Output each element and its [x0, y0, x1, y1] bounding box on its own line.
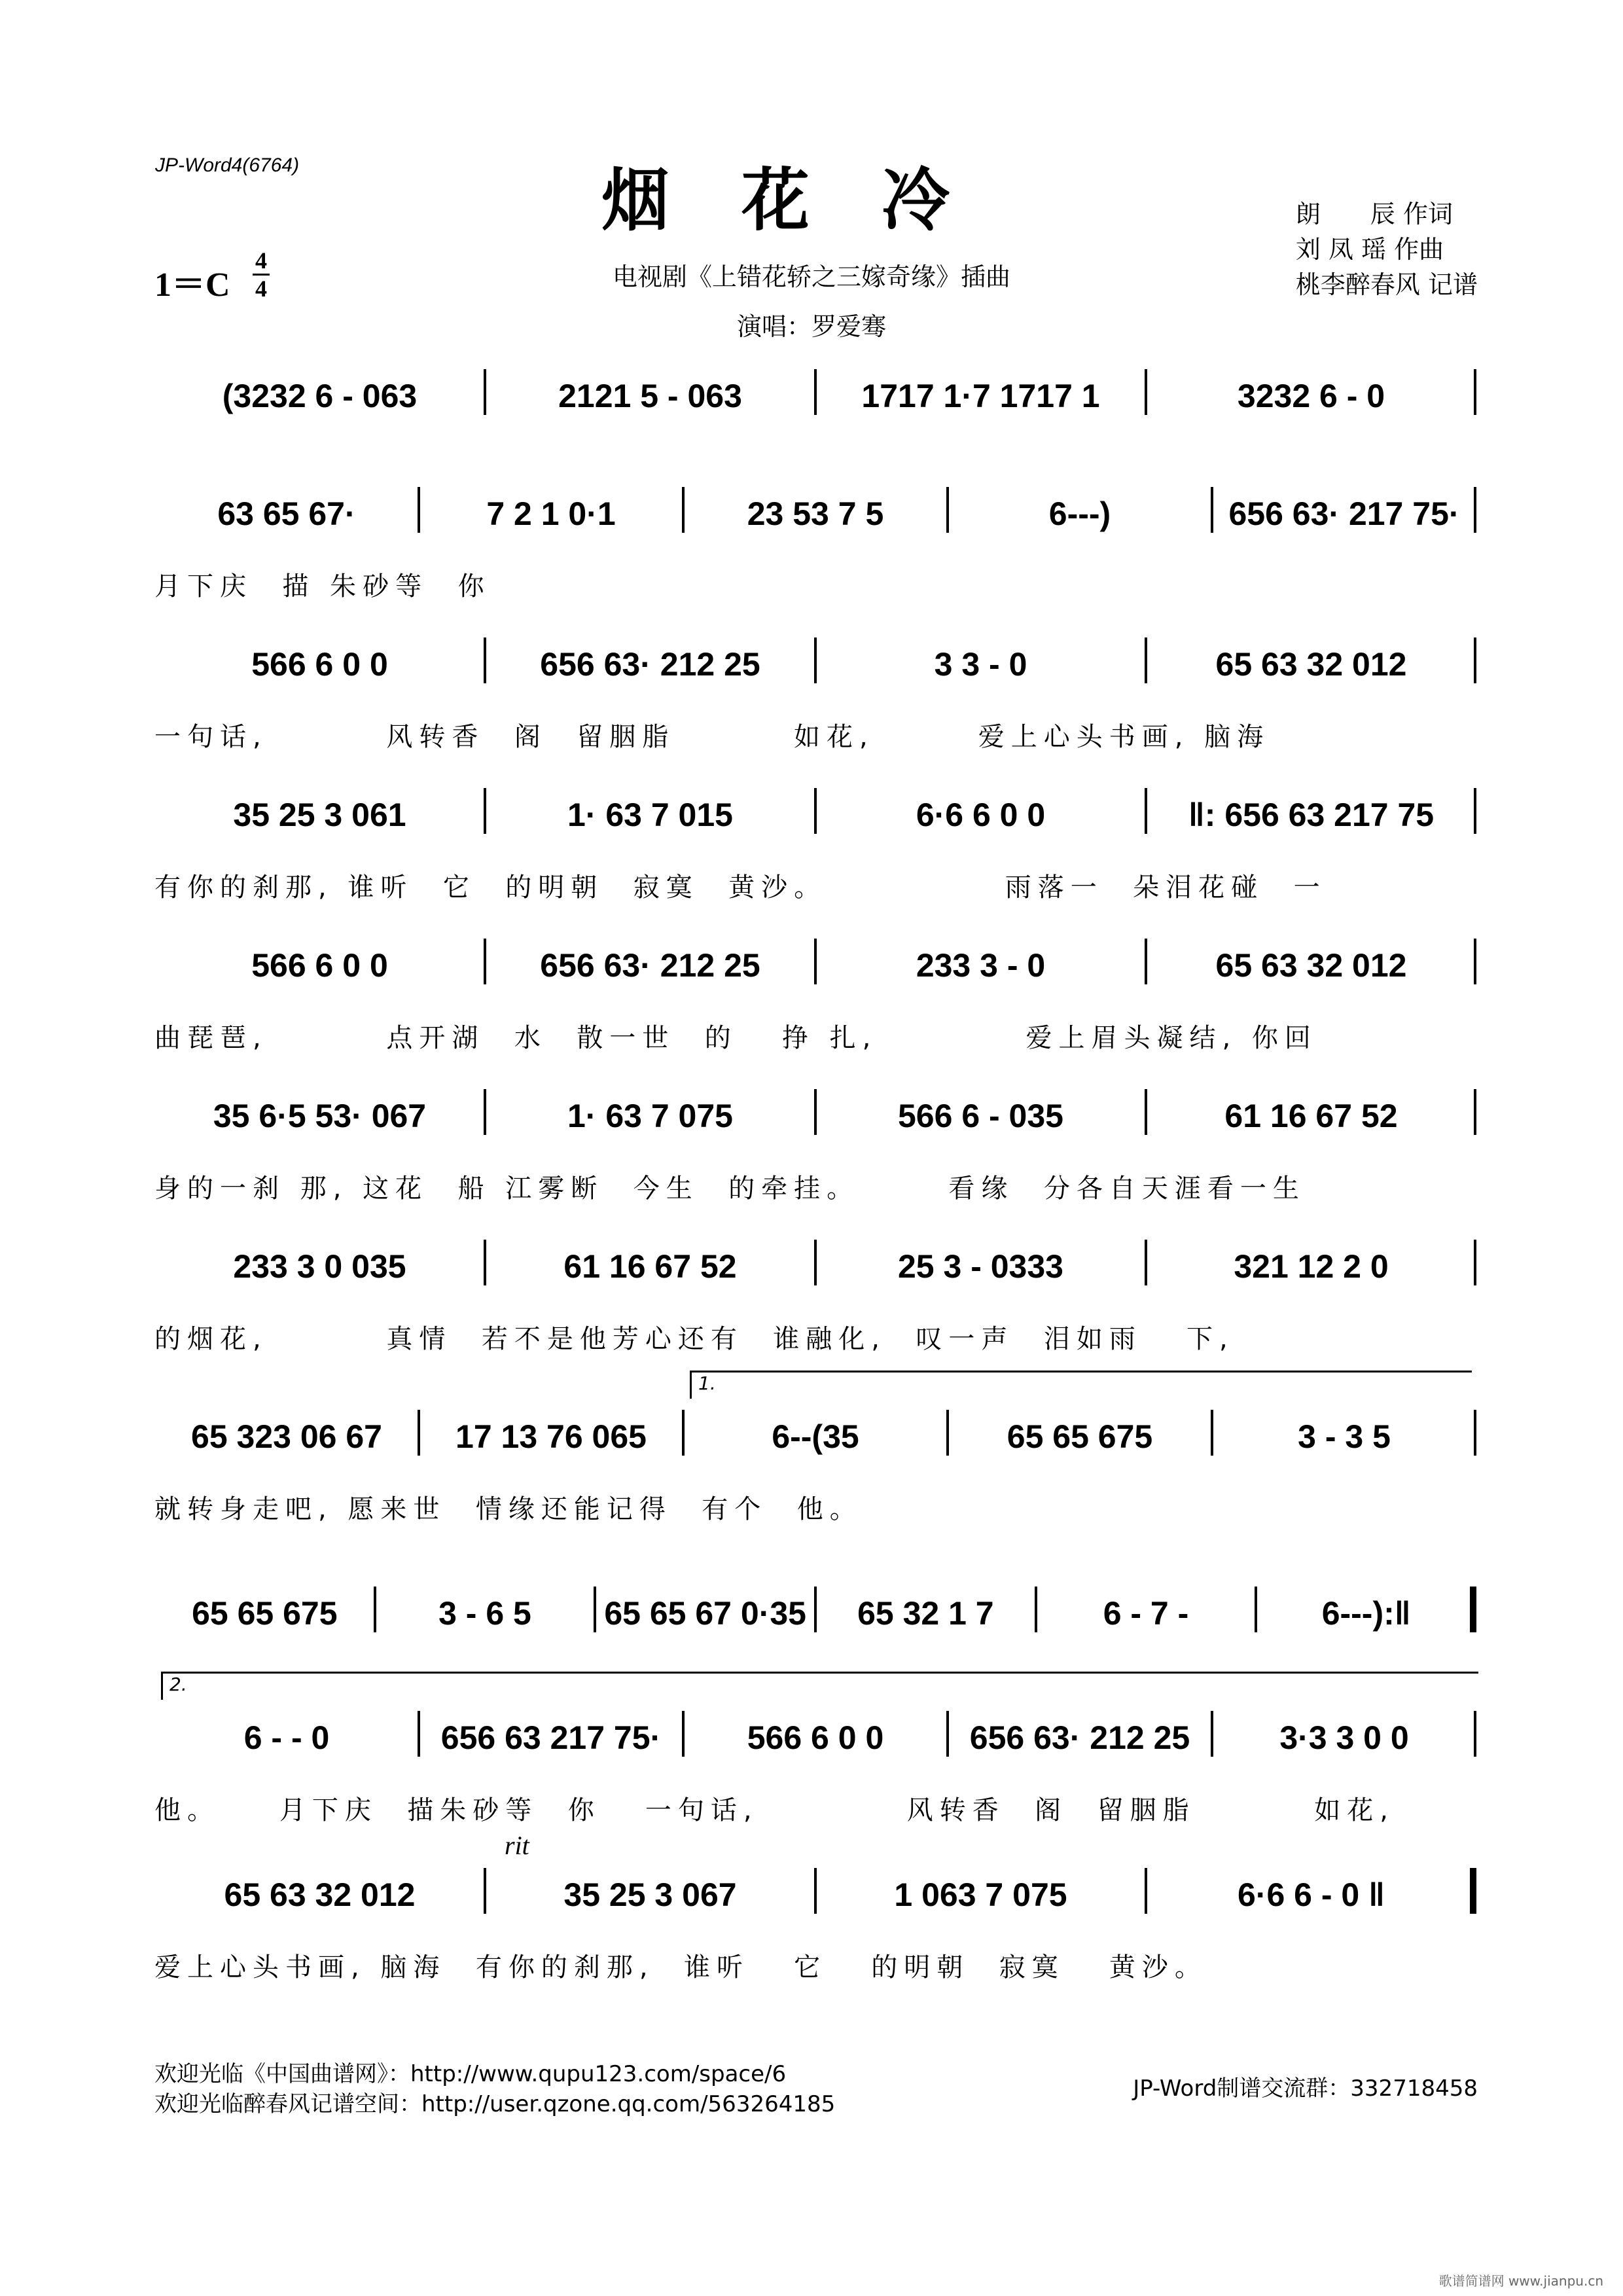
measure: 61 16 67 52: [563, 1248, 737, 1285]
measure: 656 63· 212 25: [540, 646, 760, 683]
measure: 65 65 675: [192, 1595, 338, 1632]
score-row: [154, 1594, 1476, 1673]
measure: 656 63 217 75·: [440, 1719, 662, 1756]
measure: 6---): [1048, 495, 1111, 532]
notation-line: [154, 645, 1476, 687]
score-row: [154, 1674, 1476, 1825]
notation-line: [154, 1418, 1476, 1460]
measure: (3232 6 - 063: [222, 378, 418, 414]
measure: 233 3 0 035: [233, 1248, 406, 1285]
notation-line: [154, 1594, 1476, 1636]
footer-group: JP-Word制谱交流群：332718458: [1133, 2075, 1478, 2102]
measure: 656 63· 212 25: [540, 947, 760, 984]
score-row: [154, 1097, 1476, 1204]
barline-end: [1474, 1240, 1476, 1285]
footer-link-1[interactable]: 欢迎光临《中国曲谱网》：http://www.qupu123.com/space/6: [154, 2061, 787, 2087]
notation-line: [154, 796, 1476, 838]
measure: 1717 1·7 1717 1: [861, 378, 1100, 414]
measure: 6·6 6 - 0 ‖: [1238, 1876, 1385, 1913]
measure: 2121 5 - 063: [558, 378, 742, 414]
measure: 566 6 - 035: [898, 1098, 1063, 1134]
measure: 65 63 32 012: [1215, 947, 1407, 984]
transcriber-credit: 桃李醉春风 记谱: [1295, 270, 1478, 299]
measure: 3232 6 - 0: [1237, 378, 1385, 414]
measure: 6--(35: [772, 1418, 859, 1455]
footer-link-2[interactable]: 欢迎光临醉春风记谱空间：http://user.qzone.qq.com/563264185: [154, 2091, 836, 2117]
score-row: [154, 1372, 1476, 1524]
barline-end: [1470, 1868, 1476, 1914]
lyric-line: 身的一刹 那, 这花 船 江雾断 今生 的牵挂。 看缘 分各自天涯看一生: [154, 1174, 1306, 1204]
measure: 566 6 0 0: [251, 947, 388, 984]
time-signature-bottom: 4: [255, 276, 267, 302]
lyric-line: 就转身走吧, 愿来世 情缘还能记得 有个 他。: [154, 1494, 863, 1524]
notation-line: [154, 1876, 1476, 1918]
measure: 656 63· 212 25: [969, 1719, 1190, 1756]
ritardando-mark: rit: [505, 1831, 529, 1860]
measure: 25 3 - 0333: [898, 1248, 1063, 1285]
measure: 6 - - 0: [243, 1719, 330, 1756]
singer: 演唱：罗爱骞: [736, 312, 886, 341]
notation-line: [154, 1097, 1476, 1139]
lyric-line: 一句话, 风转香 阁 留胭脂 如花, 爱上心头书画, 脑海: [154, 722, 1270, 752]
measure: 3 3 - 0: [934, 646, 1027, 683]
time-signature-top: 4: [255, 247, 267, 274]
measure: 65 65 67 0·35: [604, 1595, 806, 1632]
lyric-line: 爱上心头书画, 脑海 有你的刹那, 谁听 它 的明朝 寂寞 黄沙。: [154, 1952, 1207, 1982]
barline-end: [1474, 637, 1476, 683]
lyric-line: 月下庆 描 朱砂等 你: [154, 571, 491, 601]
measure: 7 2 1 0·1: [486, 495, 616, 532]
measure: 6·6 6 0 0: [916, 797, 1046, 833]
measure: 6---):‖: [1321, 1595, 1411, 1632]
measure: ‖: 656 63 217 75: [1188, 797, 1435, 833]
measure: 65 63 32 012: [224, 1876, 416, 1913]
barline-end: [1474, 1711, 1476, 1757]
measure: 1· 63 7 075: [567, 1098, 733, 1134]
key-signature: 1＝C: [154, 266, 230, 304]
watermark: 歌谱简谱网 www.jianpu.cn: [1438, 2273, 1603, 2289]
lyric-line: 的烟花, 真情 若不是他芳心还有 谁融化, 叹一声 泪如雨 下,: [154, 1324, 1234, 1354]
lyric-line: 有你的刹那, 谁听 它 的明朝 寂寞 黄沙。 雨落一 朵泪花碰 一: [154, 872, 1327, 903]
barline-end: [1474, 1410, 1476, 1456]
subtitle: 电视剧《上错花轿之三嫁奇缘》插曲: [612, 262, 1010, 291]
measure: 65 65 675: [1007, 1418, 1153, 1455]
barline-end: [1474, 487, 1476, 533]
notation-line: [154, 946, 1476, 988]
measure: 1· 63 7 015: [567, 797, 733, 833]
notation-line: [154, 495, 1476, 537]
volta-bracket: 2.: [161, 1672, 1478, 1700]
footer-links: [154, 2059, 835, 2119]
composer-credit: 刘 凤 瑶 作曲: [1295, 235, 1444, 264]
measure: 566 6 0 0: [747, 1719, 884, 1756]
measure: 65 63 32 012: [1215, 646, 1407, 683]
credits: [1296, 196, 1478, 302]
score-row: [154, 1831, 1476, 1982]
measure: 321 12 2 0: [1234, 1248, 1389, 1285]
measure: 65 32 1 7: [857, 1595, 994, 1632]
measure: 3·3 3 0 0: [1279, 1719, 1409, 1756]
measure: 35 6·5 53· 067: [213, 1098, 427, 1134]
measure: 61 16 67 52: [1224, 1098, 1398, 1134]
measure: 35 25 3 061: [233, 797, 406, 833]
score-row: [154, 796, 1476, 903]
software-label: JP-Word4(6764): [155, 154, 300, 176]
barline-end: [1470, 1587, 1476, 1632]
barline-end: [1474, 1089, 1476, 1135]
measure: 656 63· 217 75·: [1228, 495, 1460, 532]
notation-line: [154, 1247, 1476, 1289]
measure: 1 063 7 075: [894, 1876, 1067, 1913]
measure: 3 - 6 5: [438, 1595, 531, 1632]
score-row: [154, 645, 1476, 752]
barline-end: [1474, 939, 1476, 984]
barline-end: [1474, 788, 1476, 834]
measure: 23 53 7 5: [747, 495, 884, 532]
measure: 63 65 67·: [217, 495, 356, 532]
measure: 3 - 3 5: [1298, 1418, 1391, 1455]
lyricist-credit: 朗 辰 作词: [1295, 200, 1453, 228]
measure: 35 25 3 067: [563, 1876, 737, 1913]
score-row: [154, 377, 1476, 456]
measure: 65 323 06 67: [191, 1418, 382, 1455]
notation-line: [154, 1719, 1476, 1761]
lyric-line: 曲琵琶, 点开湖 水 散一世 的 挣 扎, 爱上眉头凝结, 你回: [154, 1023, 1317, 1053]
score-row: [154, 495, 1476, 601]
barline-end: [1474, 369, 1476, 415]
volta-bracket: 1.: [690, 1371, 1472, 1399]
score-row: [154, 1247, 1476, 1354]
lyric-line: 他。 月下庆 描朱砂等 你 一句话, 风转香 阁 留胭脂 如花,: [154, 1795, 1395, 1825]
score-row: [154, 946, 1476, 1053]
measure: 566 6 0 0: [251, 646, 388, 683]
measure: 17 13 76 065: [455, 1418, 647, 1455]
score-title: 烟花冷: [601, 160, 1022, 240]
notation-line: [154, 377, 1476, 419]
measure: 233 3 - 0: [916, 947, 1046, 984]
measure: 6 - 7 -: [1103, 1595, 1189, 1632]
